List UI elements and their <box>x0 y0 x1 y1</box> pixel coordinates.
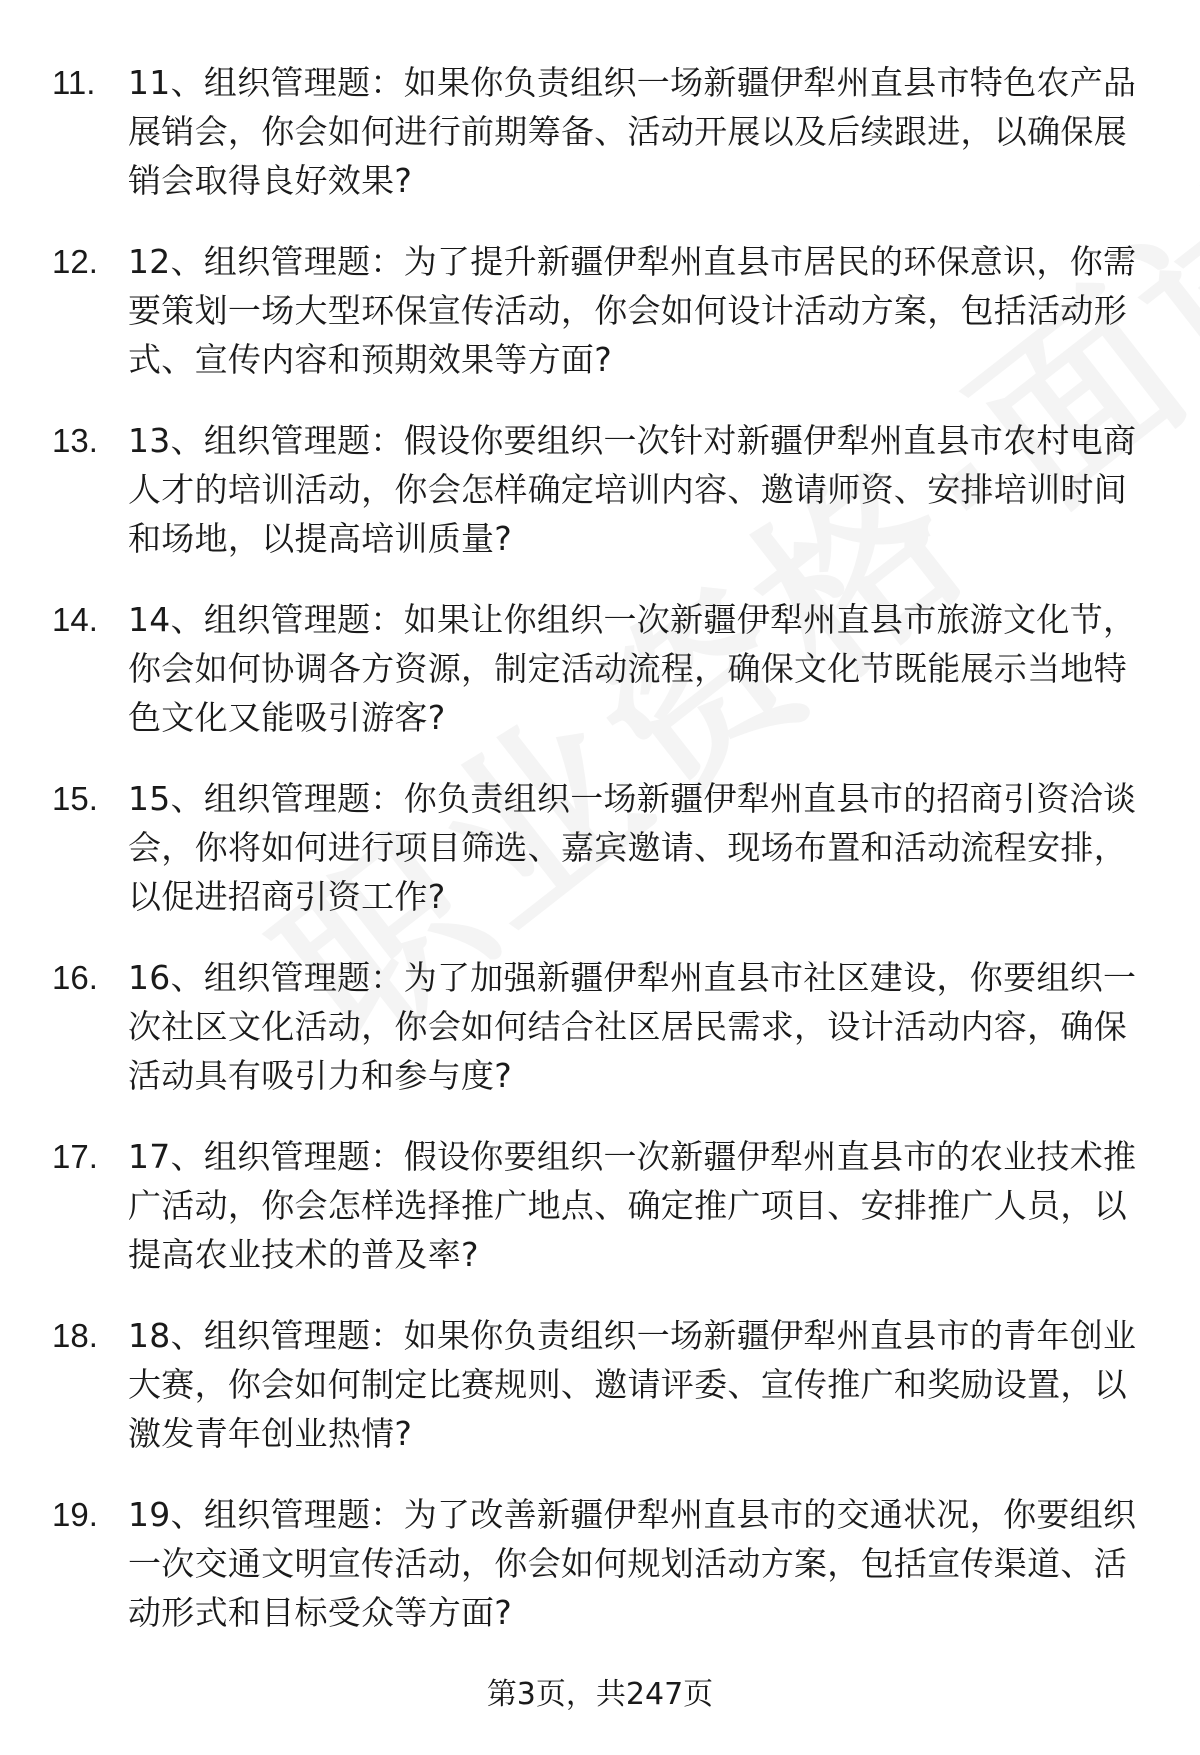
question-number: 18. <box>52 1317 98 1354</box>
question-list <box>52 58 1152 1669</box>
question-text: 13、组织管理题：假设你要组织一次针对新疆伊犁州直县市农村电商人才的培训活动，你会怎样确定培训内容、邀请师资、安排培训时间和场地，以提高培训质量? <box>128 421 1137 558</box>
page-footer: 第3页，共247页 <box>486 1677 714 1712</box>
question-number: 12. <box>52 243 98 280</box>
question-text: 11、组织管理题：如果你负责组织一场新疆伊犁州直县市特色农产品展销会，你会如何进行前期筹备、活动开展以及后续跟进，以确保展销会取得良好效果? <box>128 63 1137 200</box>
question-number: 19. <box>52 1496 98 1533</box>
question-text: 19、组织管理题：为了改善新疆伊犁州直县市的交通状况，你要组织一次交通文明宣传活动，你会如何规划活动方案，包括宣传渠道、活动形式和目标受众等方面? <box>128 1495 1137 1632</box>
question-text: 14、组织管理题：如果让你组织一次新疆伊犁州直县市旅游文化节，你会如何协调各方资源，制定活动流程，确保文化节既能展示当地特色文化又能吸引游客? <box>128 600 1137 737</box>
question-number: 17. <box>52 1138 98 1175</box>
list-item <box>52 1311 1152 1458</box>
question-text: 12、组织管理题：为了提升新疆伊犁州直县市居民的环保意识，你需要策划一场大型环保宣传活动，你会如何设计活动方案，包括活动形式、宣传内容和预期效果等方面? <box>128 242 1137 379</box>
question-number: 15. <box>52 780 98 817</box>
list-item <box>52 774 1152 921</box>
question-text: 17、组织管理题：假设你要组织一次新疆伊犁州直县市的农业技术推广活动，你会怎样选择推广地点、确定推广项目、安排推广人员，以提高农业技术的普及率? <box>128 1137 1137 1274</box>
list-item <box>52 58 1152 205</box>
list-item <box>52 1490 1152 1637</box>
list-item <box>52 416 1152 563</box>
list-item <box>52 953 1152 1100</box>
list-item <box>52 595 1152 742</box>
question-number: 13. <box>52 422 98 459</box>
question-text: 16、组织管理题：为了加强新疆伊犁州直县市社区建设，你要组织一次社区文化活动，你会如何结合社区居民需求，设计活动内容，确保活动具有吸引力和参与度? <box>128 958 1137 1095</box>
list-item <box>52 237 1152 384</box>
question-text: 18、组织管理题：如果你负责组织一场新疆伊犁州直县市的青年创业大赛，你会如何制定比赛规则、邀请评委、宣传推广和奖励设置，以激发青年创业热情? <box>128 1316 1137 1453</box>
question-text: 15、组织管理题：你负责组织一场新疆伊犁州直县市的招商引资洽谈会，你将如何进行项目筛选、嘉宾邀请、现场布置和活动流程安排，以促进招商引资工作? <box>128 779 1137 916</box>
question-number: 14. <box>52 601 98 638</box>
question-number: 16. <box>52 959 98 996</box>
question-number: 11. <box>52 64 96 101</box>
list-item <box>52 1132 1152 1279</box>
